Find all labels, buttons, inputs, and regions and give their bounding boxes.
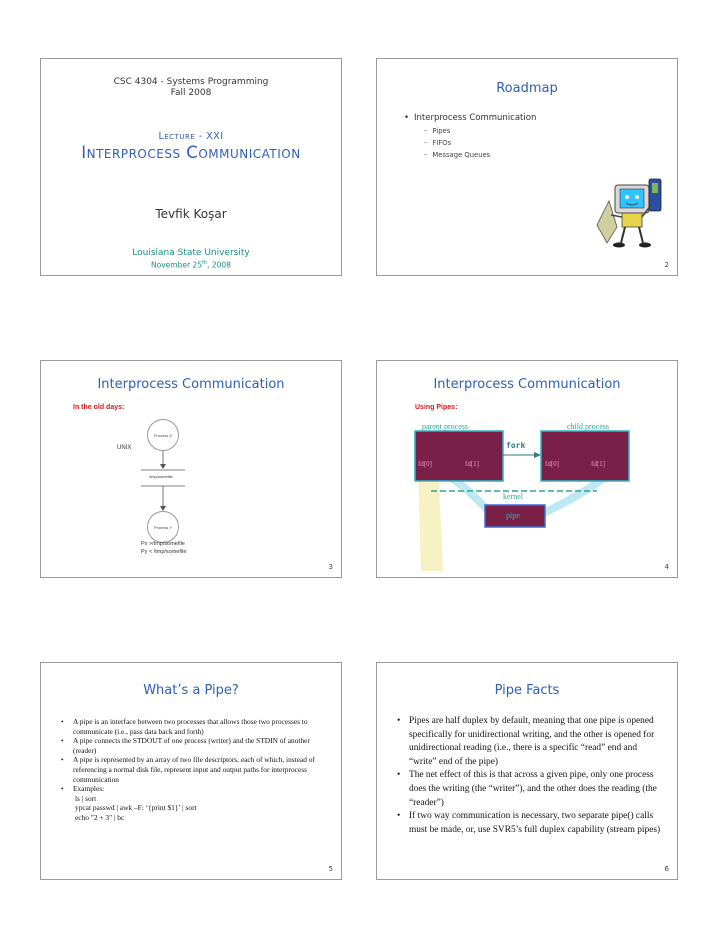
slide-1 [40, 58, 342, 276]
computer-mascot-icon [595, 175, 667, 249]
page-number: 2 [664, 261, 669, 269]
roadmap-subitem: – Pipes [424, 125, 536, 137]
slide-title: What’s a Pipe? [143, 683, 239, 698]
roadmap-subitem: – Message Queues [424, 149, 536, 161]
page-number: 4 [664, 563, 669, 571]
section-label: Using Pipes: [415, 404, 458, 411]
pipe-label: pipe [506, 511, 520, 520]
page-number: 5 [328, 865, 333, 873]
pipe-diagram [377, 361, 679, 579]
bullet-item: • Pipes are half duplex by default, meaning that one pipe is opened specifically for unidirectional writing, and the other is opened for unidirectional reading (i.e., there is a specific “read” end and “write” end of the pipe) [397, 715, 665, 769]
university-name: Louisiana State University [132, 248, 250, 258]
examples-block [61, 794, 327, 823]
slide-title: Roadmap [496, 81, 558, 96]
page-number: 3 [328, 563, 333, 571]
kernel-label: kernel [503, 492, 523, 501]
bullet-item: • If two way communication is necessary, two separate pipe() calls must be made, or, use SVR5’s full duplex capability (stream pipes) [397, 810, 665, 837]
date-main: November 25 [151, 260, 202, 270]
slide-6 [376, 662, 678, 880]
process-y-node: Process Y [147, 511, 179, 543]
slide-title: Pipe Facts [494, 683, 560, 698]
section-label: In the old days: [73, 404, 125, 411]
slide-2 [376, 58, 678, 276]
unix-label: UNIX [117, 445, 132, 451]
write-command: Px >/tmp/somefile [141, 541, 185, 547]
course-line: CSC 4304 - Systems Programming [113, 77, 269, 87]
shell-commands [141, 540, 186, 556]
lecture-date [41, 260, 341, 270]
file-label: /tmp/somefile [149, 474, 173, 479]
slide-title: Interprocess Communication [433, 377, 621, 392]
slide-title: Interprocess Communication [97, 377, 285, 392]
bullet-item: • A pipe is represented by an array of two file descriptors, each of which, instead of referencing a normal disk file, represent input and output paths for interprocess communication [61, 755, 327, 784]
roadmap-subitem: – FIFOs [424, 137, 536, 149]
bullet-item: • The net effect of this is that across a given pipe, only one process does the writing (the “writer”), and the other does the reading (the “reader”) [397, 769, 665, 810]
child-process-label: child process [567, 422, 609, 431]
child-fd0-label: fd[0] [545, 460, 559, 468]
pipe-facts-list [397, 715, 665, 837]
parent-fd0-label: fd[0] [418, 460, 432, 468]
bullet-item: • Examples: [61, 784, 327, 794]
example-command: ls | sort [75, 793, 97, 803]
parent-fd1-label: fd[1] [465, 460, 479, 468]
pipe-definition-list [61, 717, 327, 823]
slide-3 [40, 360, 342, 578]
process-x-node: Process X [147, 419, 179, 451]
date-suffix-sup: th [201, 260, 208, 266]
roadmap-item: • Interprocess Communication [404, 113, 536, 123]
parent-process-label: parent process [422, 422, 468, 431]
bullet-item: • A pipe is an interface between two processes that allows those two processes to communicate (i.e., pass data back and forth) [61, 717, 327, 736]
example-command: echo "2 + 3" | bc [75, 812, 125, 822]
fork-label: fork [506, 441, 526, 450]
slide-4 [376, 360, 678, 578]
child-fd1-label: fd[1] [591, 460, 605, 468]
bullet-item: • A pipe connects the STDOUT of one process (writer) and the STDIN of another (reader) [61, 736, 327, 755]
example-command: ypcat passwd | awk –F: ‘{print $1}’ | sort [75, 803, 197, 813]
term-line: Fall 2008 [170, 88, 212, 98]
read-command: Py < /tmp/somefile [141, 549, 187, 555]
course-title [41, 77, 341, 99]
slide-5 [40, 662, 342, 880]
lecture-title: Interprocess Communication [81, 143, 301, 162]
roadmap-list [404, 113, 536, 161]
page-number: 6 [664, 865, 669, 873]
lecture-number: Lecture - XXI [158, 131, 224, 142]
date-year: , 2008 [207, 260, 231, 270]
author-name: Tevfik Koşar [155, 207, 227, 221]
